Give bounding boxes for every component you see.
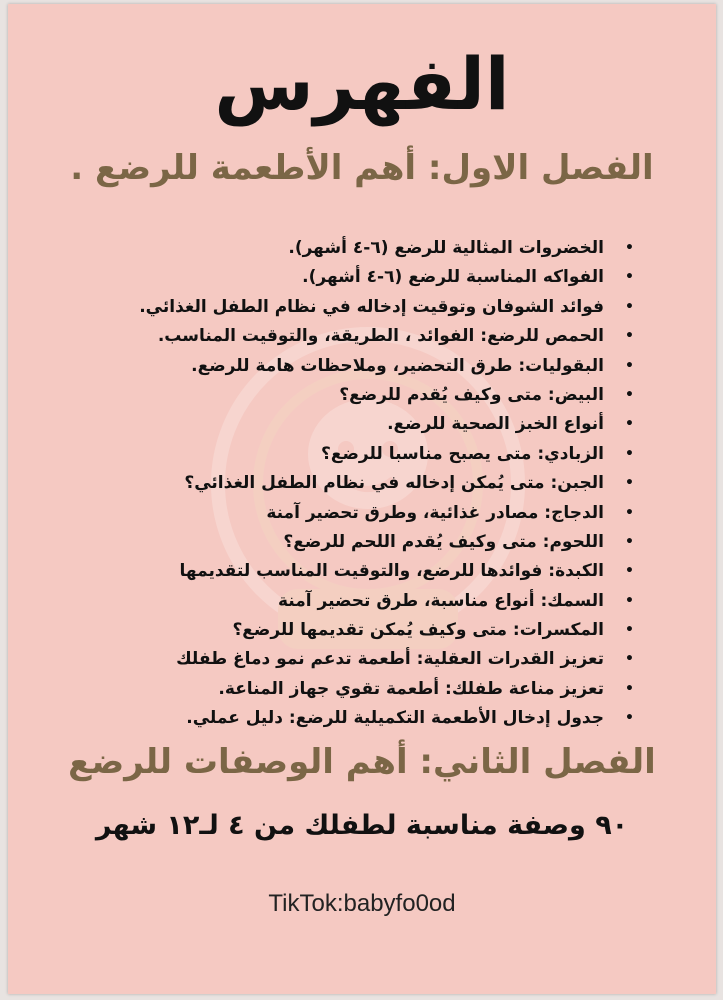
- list-item: الدجاج: مصادر غذائية، وطرق تحضير آمنة •: [84, 499, 604, 528]
- list-item: الجبن: متى يُمكن إدخاله في نظام الطفل الغذائي؟ •: [84, 469, 604, 498]
- recipes-count-line: ٩٠ وصفة مناسبة لطفلك من ٤ لـ١٢ شهر: [95, 810, 629, 841]
- table-of-contents: [84, 234, 604, 734]
- list-item: تعزيز مناعة طفلك: أطعمة تقوي جهاز المناعة. •: [84, 675, 604, 704]
- chapter-one-heading: الفصل الاول: أهم الأطعمة للرضع .: [70, 148, 654, 188]
- tiktok-handle: TikTok:babyfo0od: [268, 890, 456, 917]
- list-item: الكبدة: فوائدها للرضع، والتوقيت المناسب لتقديمها •: [84, 557, 604, 586]
- list-item: المكسرات: متى وكيف يُمكن تقديمها للرضع؟ •: [84, 616, 604, 645]
- page-title: الفهرس: [214, 42, 510, 126]
- list-item: البيض: متى وكيف يُقدم للرضع؟ •: [84, 381, 604, 410]
- list-item: الحمص للرضع: الفوائد ، الطريقة، والتوقيت المناسب. •: [84, 322, 604, 351]
- list-item: أنواع الخبز الصحية للرضع. •: [84, 410, 604, 439]
- list-item: اللحوم: متى وكيف يُقدم اللحم للرضع؟ •: [84, 528, 604, 557]
- list-item: تعزيز القدرات العقلية: أطعمة تدعم نمو دماغ طفلك •: [84, 645, 604, 674]
- list-item: الخضروات المثالية للرضع (٦-٤ أشهر). •: [84, 234, 604, 263]
- list-item: جدول إدخال الأطعمة التكميلية للرضع: دليل عملي. •: [84, 704, 604, 733]
- page: [8, 4, 716, 994]
- list-item: البقوليات: طرق التحضير، وملاحظات هامة للرضع. •: [84, 352, 604, 381]
- list-item: السمك: أنواع مناسبة، طرق تحضير آمنة •: [84, 587, 604, 616]
- list-item: فوائد الشوفان وتوقيت إدخاله في نظام الطفل الغذائي. •: [84, 293, 604, 322]
- list-item: الزبادي: متى يصبح مناسبا للرضع؟ •: [84, 440, 604, 469]
- list-item: الفواكه المناسبة للرضع (٦-٤ أشهر). •: [84, 263, 604, 292]
- chapter-two-heading: الفصل الثاني: أهم الوصفات للرضع: [68, 742, 656, 782]
